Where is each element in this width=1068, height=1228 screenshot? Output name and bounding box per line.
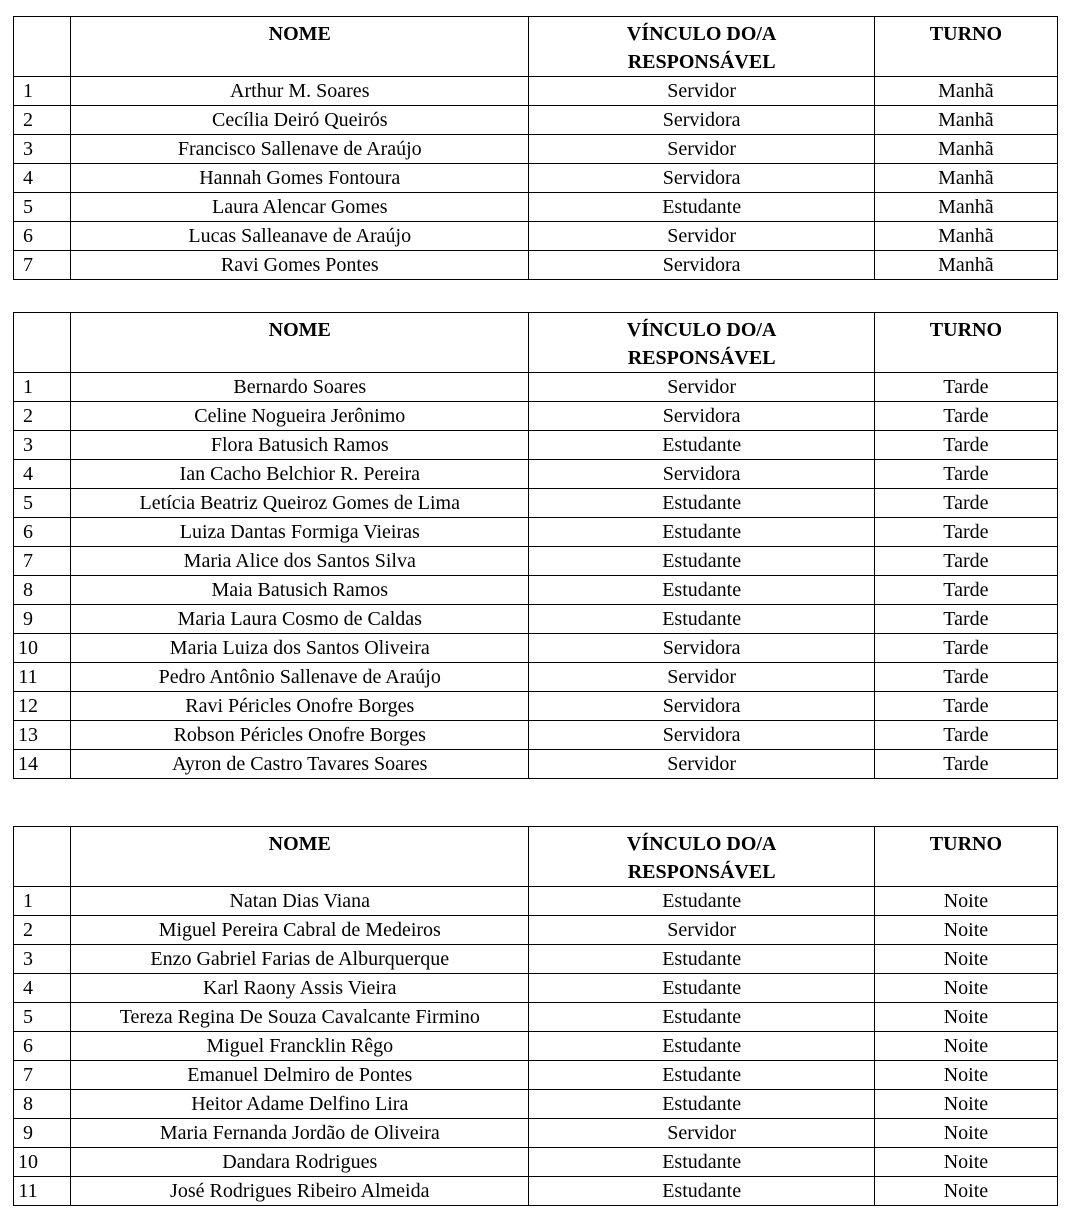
cell-nome: Miguel Pereira Cabral de Medeiros [71, 916, 529, 945]
cell-num: 12 [14, 692, 71, 721]
cell-num: 3 [14, 945, 71, 974]
cell-turno: Noite [874, 887, 1057, 916]
cell-turno: Noite [874, 1177, 1057, 1206]
table-row [14, 77, 1058, 106]
table-row [14, 1061, 1058, 1090]
table-row [14, 251, 1058, 280]
cell-turno: Tarde [874, 576, 1057, 605]
cell-nome: Emanuel Delmiro de Pontes [71, 1061, 529, 1090]
cell-num: 3 [14, 431, 71, 460]
cell-vinculo: Servidor [529, 750, 874, 779]
header-vinculo: VÍNCULO DO/A RESPONSÁVEL [529, 313, 874, 373]
cell-num: 3 [14, 135, 71, 164]
table-row [14, 721, 1058, 750]
cell-turno: Tarde [874, 518, 1057, 547]
header-turno: TURNO [874, 827, 1057, 887]
table-row [14, 460, 1058, 489]
cell-nome: Heitor Adame Delfino Lira [71, 1090, 529, 1119]
table-row [14, 692, 1058, 721]
cell-num: 5 [14, 193, 71, 222]
table-row [14, 164, 1058, 193]
cell-vinculo: Servidor [529, 916, 874, 945]
cell-nome: Karl Raony Assis Vieira [71, 974, 529, 1003]
cell-nome: Maria Fernanda Jordão de Oliveira [71, 1119, 529, 1148]
cell-vinculo: Estudante [529, 605, 874, 634]
cell-num: 5 [14, 489, 71, 518]
cell-nome: Maria Luiza dos Santos Oliveira [71, 634, 529, 663]
table-row [14, 518, 1058, 547]
header-nome: NOME [71, 313, 529, 373]
cell-nome: Flora Batusich Ramos [71, 431, 529, 460]
cell-num: 9 [14, 1119, 71, 1148]
table-row [14, 547, 1058, 576]
cell-num: 11 [14, 1177, 71, 1206]
cell-vinculo: Servidor [529, 663, 874, 692]
cell-nome: Robson Péricles Onofre Borges [71, 721, 529, 750]
cell-turno: Tarde [874, 721, 1057, 750]
table-row [14, 1003, 1058, 1032]
table-row [14, 576, 1058, 605]
cell-turno: Manhã [874, 251, 1057, 280]
cell-vinculo: Servidora [529, 692, 874, 721]
table-row [14, 135, 1058, 164]
cell-turno: Manhã [874, 77, 1057, 106]
cell-turno: Noite [874, 974, 1057, 1003]
cell-turno: Tarde [874, 373, 1057, 402]
cell-num: 1 [14, 887, 71, 916]
cell-nome: Tereza Regina De Souza Cavalcante Firmino [71, 1003, 529, 1032]
cell-nome: Enzo Gabriel Farias de Alburquerque [71, 945, 529, 974]
cell-vinculo: Servidora [529, 634, 874, 663]
table-row [14, 605, 1058, 634]
table-tarde [13, 312, 1058, 779]
table-row [14, 916, 1058, 945]
cell-turno: Noite [874, 1032, 1057, 1061]
table-row [14, 1119, 1058, 1148]
cell-nome: José Rodrigues Ribeiro Almeida [71, 1177, 529, 1206]
cell-vinculo: Estudante [529, 1061, 874, 1090]
cell-nome: Celine Nogueira Jerônimo [71, 402, 529, 431]
cell-num: 10 [14, 634, 71, 663]
cell-nome: Hannah Gomes Fontoura [71, 164, 529, 193]
cell-vinculo: Servidor [529, 373, 874, 402]
cell-nome: Natan Dias Viana [71, 887, 529, 916]
cell-turno: Tarde [874, 634, 1057, 663]
cell-vinculo: Servidora [529, 460, 874, 489]
cell-turno: Manhã [874, 193, 1057, 222]
cell-num: 4 [14, 974, 71, 1003]
table-header-row [14, 827, 1058, 887]
cell-nome: Maria Laura Cosmo de Caldas [71, 605, 529, 634]
cell-vinculo: Estudante [529, 1003, 874, 1032]
cell-vinculo: Estudante [529, 974, 874, 1003]
cell-vinculo: Estudante [529, 1177, 874, 1206]
cell-num: 11 [14, 663, 71, 692]
cell-turno: Noite [874, 945, 1057, 974]
cell-nome: Ravi Gomes Pontes [71, 251, 529, 280]
cell-vinculo: Estudante [529, 193, 874, 222]
header-num [14, 313, 71, 373]
cell-vinculo: Servidora [529, 251, 874, 280]
cell-num: 2 [14, 402, 71, 431]
table-row [14, 193, 1058, 222]
cell-vinculo: Estudante [529, 945, 874, 974]
cell-vinculo: Servidora [529, 721, 874, 750]
cell-vinculo: Servidora [529, 402, 874, 431]
cell-nome: Arthur M. Soares [71, 77, 529, 106]
cell-turno: Tarde [874, 663, 1057, 692]
cell-num: 8 [14, 1090, 71, 1119]
cell-vinculo: Servidor [529, 135, 874, 164]
table-row [14, 1032, 1058, 1061]
cell-nome: Cecília Deiró Queirós [71, 106, 529, 135]
cell-num: 1 [14, 77, 71, 106]
cell-num: 6 [14, 1032, 71, 1061]
cell-num: 2 [14, 106, 71, 135]
table-row [14, 1090, 1058, 1119]
cell-turno: Noite [874, 916, 1057, 945]
cell-turno: Tarde [874, 460, 1057, 489]
header-vinculo: VÍNCULO DO/A RESPONSÁVEL [529, 827, 874, 887]
table-row [14, 634, 1058, 663]
table-header-row [14, 313, 1058, 373]
cell-turno: Tarde [874, 605, 1057, 634]
cell-nome: Laura Alencar Gomes [71, 193, 529, 222]
cell-num: 7 [14, 1061, 71, 1090]
header-num [14, 827, 71, 887]
cell-nome: Maia Batusich Ramos [71, 576, 529, 605]
cell-vinculo: Estudante [529, 1032, 874, 1061]
table-row [14, 222, 1058, 251]
cell-nome: Luiza Dantas Formiga Vieiras [71, 518, 529, 547]
cell-num: 7 [14, 547, 71, 576]
cell-num: 6 [14, 518, 71, 547]
cell-vinculo: Estudante [529, 489, 874, 518]
cell-vinculo: Estudante [529, 518, 874, 547]
cell-turno: Tarde [874, 547, 1057, 576]
cell-nome: Lucas Salleanave de Araújo [71, 222, 529, 251]
cell-nome: Ravi Péricles Onofre Borges [71, 692, 529, 721]
cell-turno: Manhã [874, 135, 1057, 164]
header-nome: NOME [71, 17, 529, 77]
cell-turno: Tarde [874, 750, 1057, 779]
cell-vinculo: Estudante [529, 547, 874, 576]
cell-turno: Tarde [874, 489, 1057, 518]
cell-turno: Manhã [874, 222, 1057, 251]
cell-turno: Tarde [874, 692, 1057, 721]
cell-num: 10 [14, 1148, 71, 1177]
cell-nome: Maria Alice dos Santos Silva [71, 547, 529, 576]
cell-vinculo: Servidora [529, 106, 874, 135]
table-row [14, 887, 1058, 916]
cell-num: 6 [14, 222, 71, 251]
cell-vinculo: Estudante [529, 887, 874, 916]
table-row [14, 402, 1058, 431]
table-row [14, 945, 1058, 974]
header-nome: NOME [71, 827, 529, 887]
cell-num: 4 [14, 164, 71, 193]
cell-num: 14 [14, 750, 71, 779]
cell-vinculo: Servidor [529, 222, 874, 251]
cell-turno: Noite [874, 1119, 1057, 1148]
table-row [14, 663, 1058, 692]
cell-nome: Ayron de Castro Tavares Soares [71, 750, 529, 779]
table-row [14, 1177, 1058, 1206]
cell-turno: Noite [874, 1061, 1057, 1090]
header-vinculo: VÍNCULO DO/A RESPONSÁVEL [529, 17, 874, 77]
cell-nome: Letícia Beatriz Queiroz Gomes de Lima [71, 489, 529, 518]
cell-num: 13 [14, 721, 71, 750]
cell-nome: Pedro Antônio Sallenave de Araújo [71, 663, 529, 692]
table-manha [13, 16, 1058, 280]
cell-num: 7 [14, 251, 71, 280]
table-header-row [14, 17, 1058, 77]
cell-turno: Noite [874, 1003, 1057, 1032]
cell-turno: Noite [874, 1148, 1057, 1177]
cell-vinculo: Estudante [529, 1090, 874, 1119]
cell-nome: Ian Cacho Belchior R. Pereira [71, 460, 529, 489]
table-row [14, 373, 1058, 402]
cell-nome: Francisco Sallenave de Araújo [71, 135, 529, 164]
cell-vinculo: Estudante [529, 1148, 874, 1177]
cell-nome: Miguel Francklin Rêgo [71, 1032, 529, 1061]
table-row [14, 1148, 1058, 1177]
cell-num: 4 [14, 460, 71, 489]
cell-num: 1 [14, 373, 71, 402]
header-num [14, 17, 71, 77]
cell-vinculo: Servidor [529, 77, 874, 106]
header-turno: TURNO [874, 313, 1057, 373]
cell-vinculo: Servidora [529, 164, 874, 193]
cell-nome: Dandara Rodrigues [71, 1148, 529, 1177]
header-turno: TURNO [874, 17, 1057, 77]
table-row [14, 106, 1058, 135]
cell-vinculo: Estudante [529, 431, 874, 460]
table-noite [13, 826, 1058, 1206]
table-row [14, 974, 1058, 1003]
cell-vinculo: Servidor [529, 1119, 874, 1148]
cell-turno: Tarde [874, 431, 1057, 460]
cell-turno: Manhã [874, 106, 1057, 135]
cell-num: 2 [14, 916, 71, 945]
table-row [14, 431, 1058, 460]
cell-nome: Bernardo Soares [71, 373, 529, 402]
cell-vinculo: Estudante [529, 576, 874, 605]
cell-num: 9 [14, 605, 71, 634]
cell-num: 5 [14, 1003, 71, 1032]
cell-turno: Noite [874, 1090, 1057, 1119]
table-row [14, 750, 1058, 779]
cell-turno: Manhã [874, 164, 1057, 193]
cell-turno: Tarde [874, 402, 1057, 431]
cell-num: 8 [14, 576, 71, 605]
table-row [14, 489, 1058, 518]
